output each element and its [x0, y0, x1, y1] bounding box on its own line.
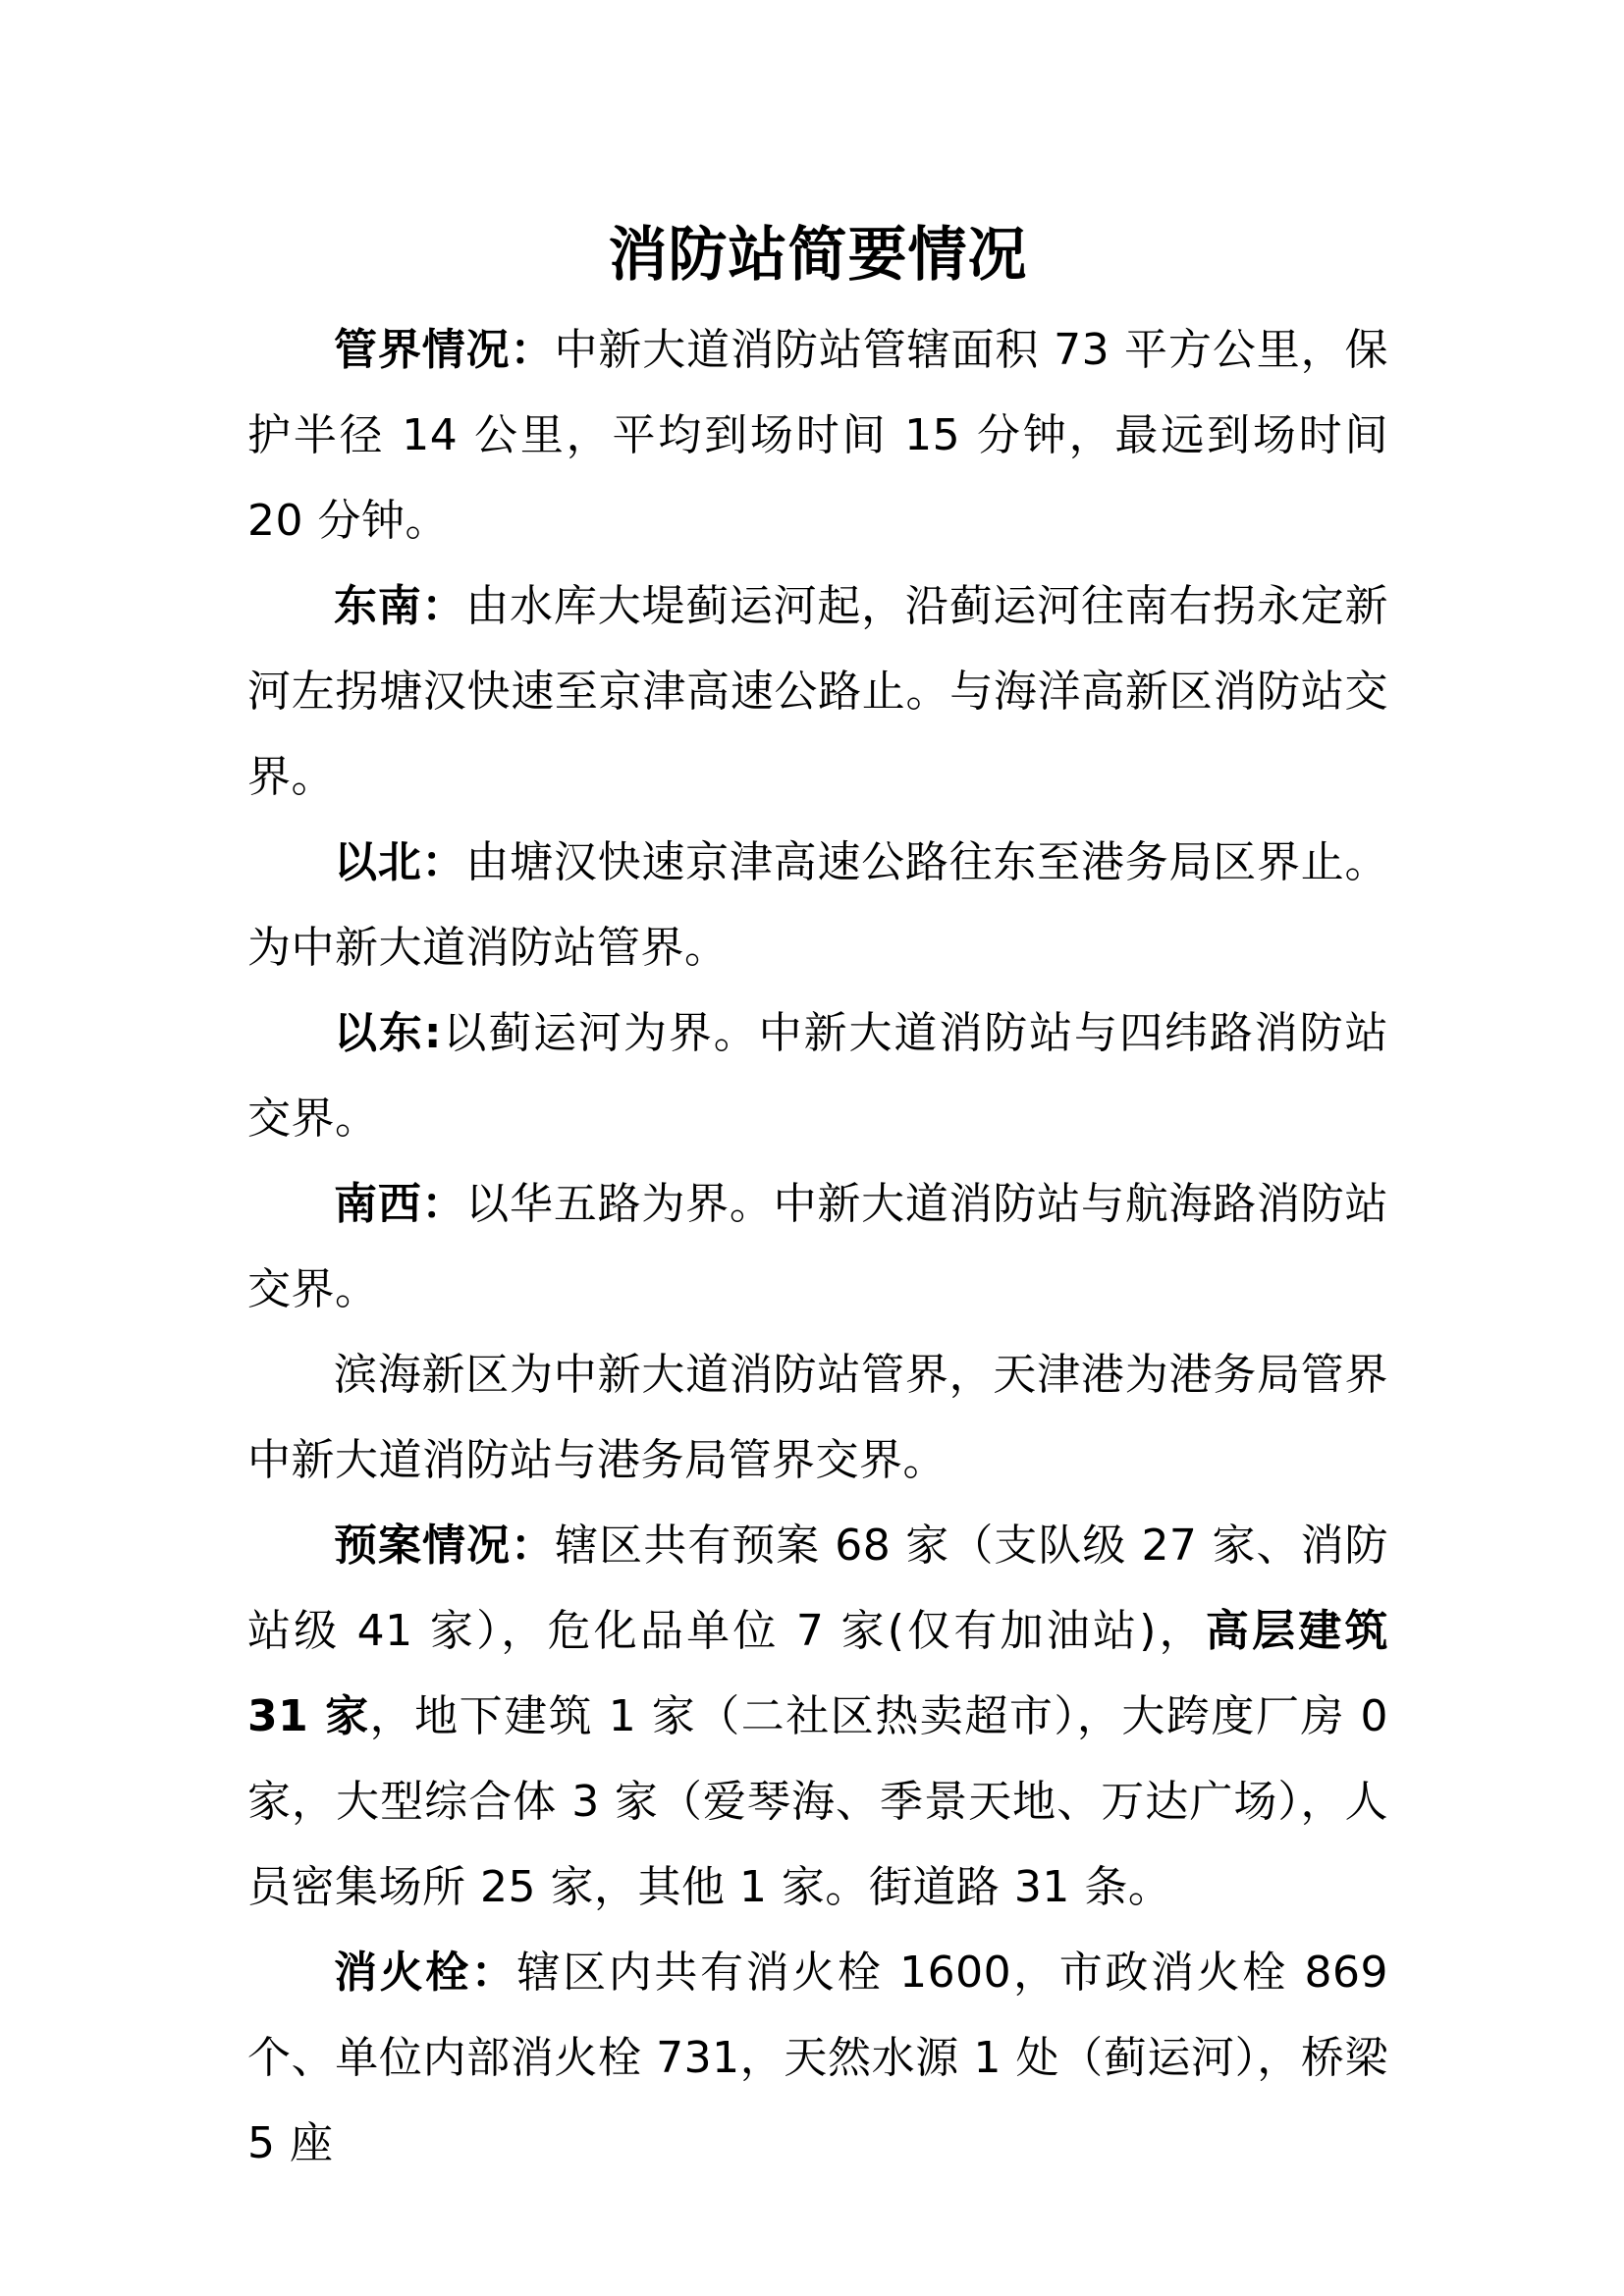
highrise-count-highlight: 高层建筑 31 家	[247, 1606, 1389, 1741]
page-title: 消防站简要情况	[608, 221, 1028, 290]
paragraph-text: 以华五路为界。中新大道消防站与航海路消防站交界。	[247, 1179, 1389, 1314]
paragraph-binhai	[247, 1332, 1388, 1503]
paragraph-southwest	[247, 1161, 1388, 1332]
paragraph-east	[247, 990, 1388, 1161]
paragraph-label: 预案情况：	[334, 1521, 556, 1571]
paragraph-southeast	[247, 563, 1388, 820]
paragraph-plans	[247, 1503, 1388, 1930]
document-page	[247, 211, 1388, 2186]
paragraph-text: 辖区共有预案 68 家（支队级 27 家、消防站级 41 家），危化品单位 7 家(仅有加油站)，	[247, 1521, 1389, 1656]
paragraph-label: 以东:	[334, 1008, 442, 1058]
paragraph-text: 由塘汉快速京津高速公路往东至港务局区界止。为中新大道消防站管界。	[247, 837, 1389, 973]
paragraph-text: 辖区内共有消火栓 1600，市政消火栓 869 个、单位内部消火栓 731，天然水源 1 处（蓟运河），桥梁 5 座	[247, 1948, 1389, 2168]
paragraph-text: 由水库大堤蓟运河起，沿蓟运河往南右拐永定新河左拐塘汉快速至京津高速公路止。与海洋高新区消防站交界。	[247, 581, 1389, 802]
paragraph-text: 中新大道消防站管辖面积 73 平方公里，保护半径 14 公里，平均到场时间 15 分钟，最远到场时间 20 分钟。	[247, 325, 1388, 546]
paragraph-text: 滨海新区为中新大道消防站管界，天津港为港务局管界中新大道消防站与港务局管界交界。	[247, 1350, 1388, 1485]
paragraph-jurisdiction	[247, 307, 1388, 563]
paragraph-hydrants	[247, 1930, 1388, 2186]
paragraph-label: 南西：	[334, 1179, 466, 1229]
paragraph-text: 以蓟运河为界。中新大道消防站与四纬路消防站交界。	[247, 1008, 1388, 1144]
paragraph-text: ，地下建筑 1 家（二社区热卖超市），大跨度厂房 0 家，大型综合体 3 家（爱琴海、季景天地、万达广场），人员密集场所 25 家，其他 1 家。街道路 31 条。	[247, 1691, 1388, 1912]
paragraph-label: 管界情况：	[334, 325, 555, 375]
paragraph-label: 东南：	[334, 581, 466, 631]
paragraph-label: 以北：	[334, 837, 466, 887]
paragraph-north	[247, 820, 1388, 990]
paragraph-label: 消火栓：	[334, 1948, 517, 1998]
